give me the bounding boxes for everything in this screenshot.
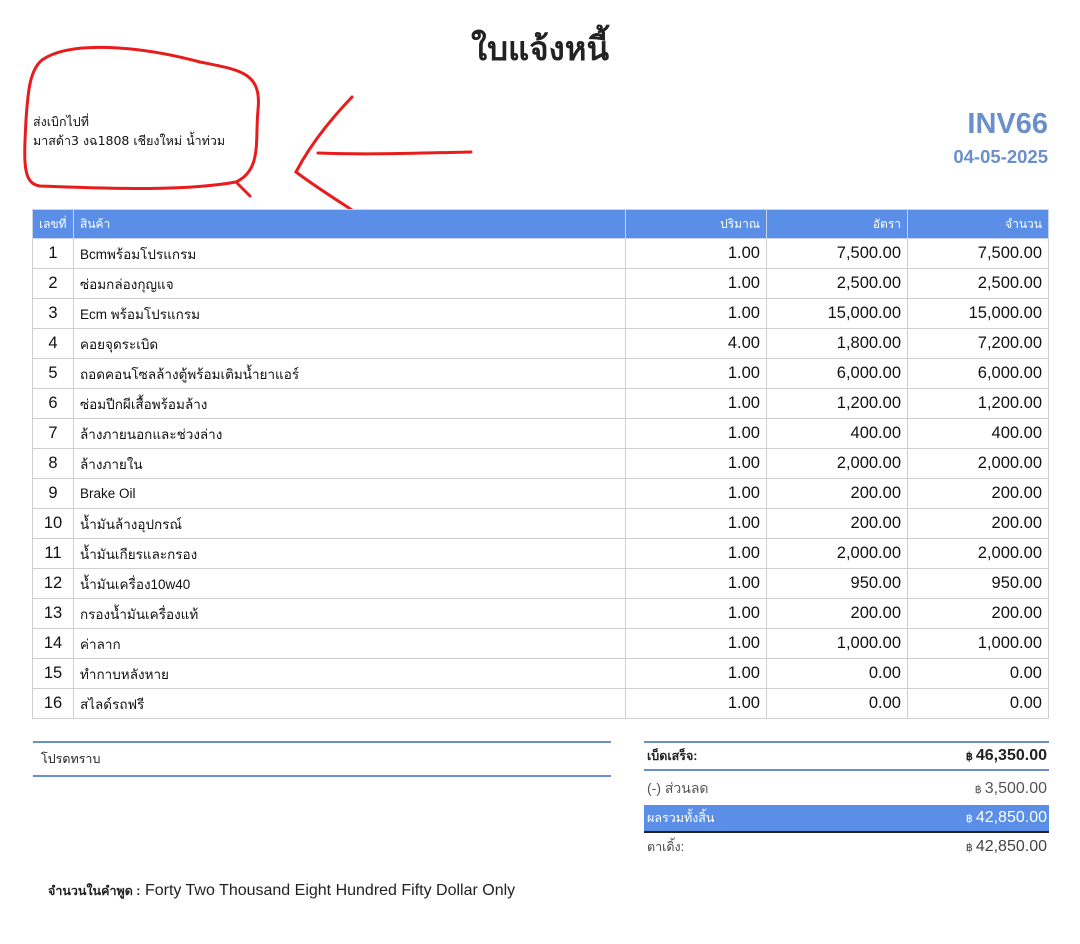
table-row xyxy=(33,509,1049,539)
row-index: 7 xyxy=(33,419,74,449)
document-title: ใบแจ้งหนี้ xyxy=(470,29,610,68)
red-arrow-head xyxy=(296,97,364,218)
row-rate: 2,000.00 xyxy=(767,539,908,569)
row-index: 16 xyxy=(33,689,74,719)
ship-to-label: ส่งเบิกไปที่ xyxy=(33,114,89,129)
row-amount: 7,200.00 xyxy=(908,329,1049,359)
row-amount: 200.00 xyxy=(908,599,1049,629)
row-rate: 0.00 xyxy=(767,689,908,719)
row-quantity: 1.00 xyxy=(626,509,767,539)
items-table xyxy=(32,209,1049,719)
notes-label: โปรดทราบ xyxy=(33,743,611,777)
row-rate: 7,500.00 xyxy=(767,239,908,269)
header-quantity: ปริมาณ xyxy=(626,210,767,239)
discount-row xyxy=(644,772,1049,805)
row-index: 1 xyxy=(33,239,74,269)
row-rate: 950.00 xyxy=(767,569,908,599)
row-index: 5 xyxy=(33,359,74,389)
balance-row xyxy=(644,833,1049,861)
row-amount: 0.00 xyxy=(908,659,1049,689)
row-quantity: 1.00 xyxy=(626,659,767,689)
row-amount: 200.00 xyxy=(908,509,1049,539)
table-row xyxy=(33,389,1049,419)
row-rate: 1,000.00 xyxy=(767,629,908,659)
row-product: น้ำมันเกียรและกรอง xyxy=(74,539,626,569)
row-product: น้ำมันล้างอุปกรณ์ xyxy=(74,509,626,539)
row-amount: 400.00 xyxy=(908,419,1049,449)
row-product: ล้างภายใน xyxy=(74,449,626,479)
row-product: ถอดคอนโซลล้างตู้พร้อมเติมน้ำยาแอร์ xyxy=(74,359,626,389)
row-quantity: 1.00 xyxy=(626,629,767,659)
row-amount: 200.00 xyxy=(908,479,1049,509)
row-product: น้ำมันเครื่อง10w40 xyxy=(74,569,626,599)
row-quantity: 1.00 xyxy=(626,419,767,449)
row-rate: 15,000.00 xyxy=(767,299,908,329)
row-product: Bcmพร้อมโปรแกรม xyxy=(74,239,626,269)
row-rate: 400.00 xyxy=(767,419,908,449)
totals-block xyxy=(644,741,1049,861)
row-index: 8 xyxy=(33,449,74,479)
row-product: ซ่อมปีกผีเสื้อพร้อมล้าง xyxy=(74,389,626,419)
items-table-header xyxy=(33,210,1049,239)
row-quantity: 1.00 xyxy=(626,449,767,479)
row-quantity: 1.00 xyxy=(626,539,767,569)
row-amount: 6,000.00 xyxy=(908,359,1049,389)
header-index: เลขที่ xyxy=(33,210,74,239)
header-amount: จำนวน xyxy=(908,210,1049,239)
table-row xyxy=(33,239,1049,269)
row-product: ค่าลาก xyxy=(74,629,626,659)
row-rate: 200.00 xyxy=(767,479,908,509)
subtotal-row xyxy=(644,741,1049,771)
row-rate: 2,500.00 xyxy=(767,269,908,299)
row-quantity: 1.00 xyxy=(626,599,767,629)
row-quantity: 1.00 xyxy=(626,299,767,329)
row-product: ล้างภายนอกและช่วงล่าง xyxy=(74,419,626,449)
header-rate: อัตรา xyxy=(767,210,908,239)
row-quantity: 4.00 xyxy=(626,329,767,359)
table-row xyxy=(33,419,1049,449)
row-index: 9 xyxy=(33,479,74,509)
row-amount: 2,500.00 xyxy=(908,269,1049,299)
row-product: กรองน้ำมันเครื่องแท้ xyxy=(74,599,626,629)
row-amount: 2,000.00 xyxy=(908,449,1049,479)
table-row xyxy=(33,449,1049,479)
invoice-date: 04-05-2025 xyxy=(953,146,1048,167)
row-product: สไลด์รถฟรี xyxy=(74,689,626,719)
table-row xyxy=(33,359,1049,389)
row-amount: 1,200.00 xyxy=(908,389,1049,419)
red-arrow-shaft xyxy=(318,152,471,154)
table-row xyxy=(33,569,1049,599)
amount-in-words xyxy=(48,881,515,901)
row-rate: 0.00 xyxy=(767,659,908,689)
currency-symbol: ฿ xyxy=(965,751,973,763)
row-rate: 2,000.00 xyxy=(767,449,908,479)
invoice-number: INV66 xyxy=(967,108,1048,140)
row-quantity: 1.00 xyxy=(626,359,767,389)
amount-in-words-value: Forty Two Thousand Eight Hundred Fifty Dollar Only xyxy=(144,882,516,899)
discount-value: 3,500.00 xyxy=(984,779,1047,797)
row-index: 12 xyxy=(33,569,74,599)
row-index: 4 xyxy=(33,329,74,359)
header-product: สินค้า xyxy=(74,210,626,239)
table-row xyxy=(33,539,1049,569)
row-index: 15 xyxy=(33,659,74,689)
balance-value: 42,850.00 xyxy=(975,838,1047,855)
row-quantity: 1.00 xyxy=(626,689,767,719)
row-product: Ecm พร้อมโปรแกรม xyxy=(74,299,626,329)
row-quantity: 1.00 xyxy=(626,389,767,419)
table-row xyxy=(33,689,1049,719)
row-index: 10 xyxy=(33,509,74,539)
row-product: ซ่อมกล่องกุญแจ xyxy=(74,269,626,299)
currency-symbol: ฿ xyxy=(974,783,982,796)
row-rate: 6,000.00 xyxy=(767,359,908,389)
grand-total-label: ผลรวมทั้งสิ้น xyxy=(647,811,715,825)
currency-symbol: ฿ xyxy=(965,842,973,854)
ship-to-block xyxy=(33,112,225,150)
row-quantity: 1.00 xyxy=(626,269,767,299)
row-index: 14 xyxy=(33,629,74,659)
table-row xyxy=(33,479,1049,509)
row-product: Brake Oil xyxy=(74,479,626,509)
subtotal-label: เบ็ดเสร็จ: xyxy=(647,749,698,763)
table-row xyxy=(33,329,1049,359)
notes-section xyxy=(33,741,611,777)
row-index: 6 xyxy=(33,389,74,419)
table-row xyxy=(33,299,1049,329)
row-amount: 2,000.00 xyxy=(908,539,1049,569)
table-row xyxy=(33,599,1049,629)
row-index: 2 xyxy=(33,269,74,299)
row-amount: 0.00 xyxy=(908,689,1049,719)
row-index: 11 xyxy=(33,539,74,569)
row-index: 3 xyxy=(33,299,74,329)
row-rate: 200.00 xyxy=(767,599,908,629)
table-row xyxy=(33,629,1049,659)
table-row xyxy=(33,659,1049,689)
row-product: คอยจุดระเบิด xyxy=(74,329,626,359)
currency-symbol: ฿ xyxy=(965,813,973,825)
row-amount: 1,000.00 xyxy=(908,629,1049,659)
row-amount: 15,000.00 xyxy=(908,299,1049,329)
discount-label: (-) ส่วนลด xyxy=(647,779,709,796)
grand-total-value: 42,850.00 xyxy=(975,809,1047,826)
row-quantity: 1.00 xyxy=(626,239,767,269)
row-quantity: 1.00 xyxy=(626,569,767,599)
row-amount: 7,500.00 xyxy=(908,239,1049,269)
row-quantity: 1.00 xyxy=(626,479,767,509)
row-index: 13 xyxy=(33,599,74,629)
row-rate: 1,800.00 xyxy=(767,329,908,359)
ship-to-address: มาสด้า3 งฉ1808 เชียงใหม่ น้ำท่วม xyxy=(33,133,226,148)
row-rate: 200.00 xyxy=(767,509,908,539)
subtotal-value: 46,350.00 xyxy=(975,747,1047,764)
amount-in-words-label: จำนวนในคำพูด : xyxy=(48,884,141,898)
balance-label: ตาเดิ้ง: xyxy=(647,840,685,854)
row-product: ทำกาบหลังหาย xyxy=(74,659,626,689)
row-rate: 1,200.00 xyxy=(767,389,908,419)
table-row xyxy=(33,269,1049,299)
row-amount: 950.00 xyxy=(908,569,1049,599)
grand-total-row xyxy=(644,805,1049,833)
